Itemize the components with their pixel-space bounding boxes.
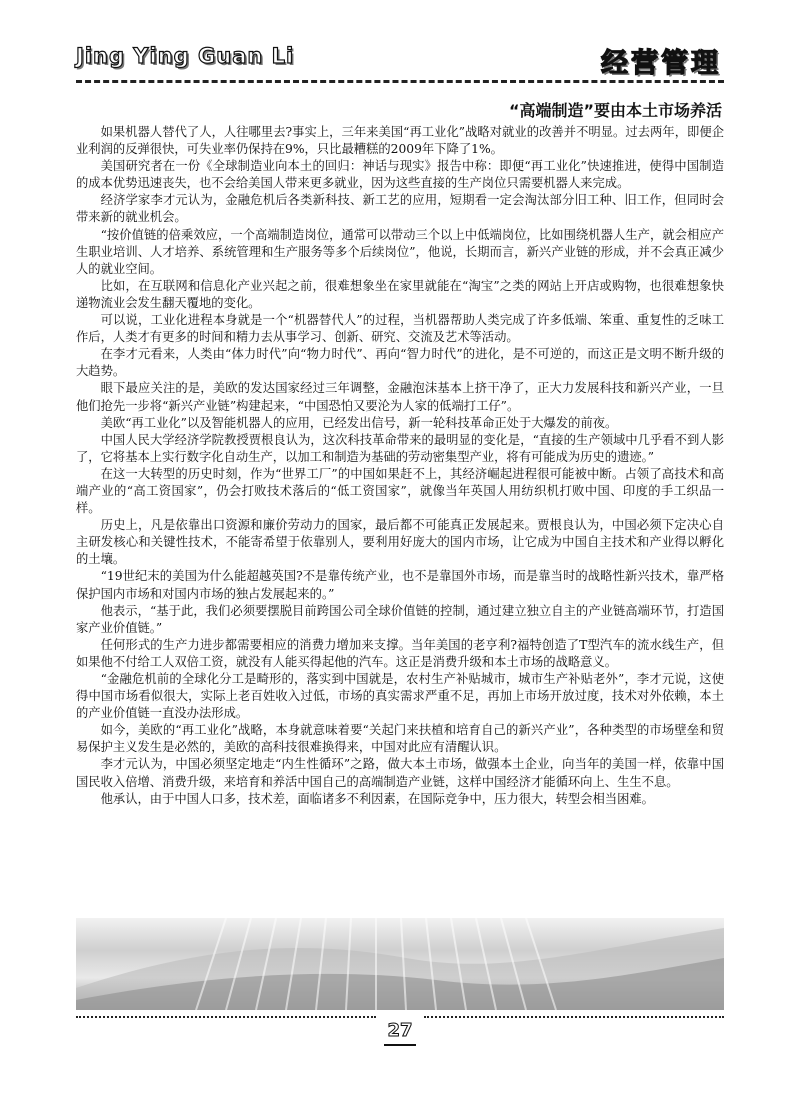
paragraph: 如今，美欧的“再工业化”战略，本身就意味着要“关起门来扶植和培育自己的新兴产业”，各种类型的市场壁垒和贸易保护主义发生是必然的，美欧的高科技很难换得来，中国对此应有清醒认识。 (76, 723, 724, 755)
paragraph: 在李才元看来，人类由“体力时代”向“物力时代”、再向“智力时代”的进化，是不可逆的，而这正是文明不断升级的大趋势。 (76, 347, 724, 379)
paragraph: 李才元认为，中国必须坚定地走“内生性循环”之路，做大本土市场，做强本土企业，向当年的美国一样，依靠中国国民收入倍增、消费升级，来培育和养活中国自己的高端制造产业链，这样中国经济才能循环向上、生生不息。 (76, 757, 724, 789)
masthead-section-title: 经营管理 (601, 48, 721, 79)
article-body (76, 124, 724, 808)
paragraph: 可以说，工业化进程本身就是一个“机器替代人”的过程，当机器帮助人类完成了许多低端、笨重、重复性的乏味工作后，人类才有更多的时间和精力去从事学习、创新、研究、交流及艺术等活动。 (76, 313, 724, 345)
paragraph: 在这一大转型的历史时刻，作为“世界工厂”的中国如果赶不上，其经济崛起进程很可能被中断。占领了高技术和高端产业的“高工资国家”，仍会打败技术落后的“低工资国家”，就像当年英国人用纺织机打败中国、印度的手工织品一样。 (76, 466, 724, 516)
paragraph: 他表示，“基于此，我们必须要摆脱目前跨国公司全球价值链的控制，通过建立独立自主的产业链高端环节，打造国家产业价值链。” (76, 603, 724, 635)
header-rule (76, 80, 724, 83)
paragraph: 眼下最应关注的是，美欧的发达国家经过三年调整，金融泡沫基本上挤干净了，正大力发展科技和新兴产业，一旦他们抢先一步将“新兴产业链”构建起来，“中国恐怕又要沦为人家的低端打工仔”。 (76, 381, 724, 413)
paragraph: 中国人民大学经济学院教授贾根良认为，这次科技革命带来的最明显的变化是，“直接的生产领域中几乎看不到人影了，它将基本上实行数字化自动生产，以加工和制造为基础的劳动密集型产业，将有可能成为历史的遗迹。” (76, 432, 724, 464)
footer-rule (424, 1016, 724, 1018)
article-title: “高端制造”要由本土市场养活 (508, 101, 722, 120)
page-number: 27 (384, 1020, 416, 1046)
paragraph: “金融危机前的全球化分工是畸形的，落实到中国就是，农村生产补贴城市，城市生产补贴老外”，李才元说，这使得中国市场看似很大，实际上老百姓收入过低，市场的真实需求严重不足，再加上市场开放过度，技术对外依赖，本土的产业价值链一直没办法形成。 (76, 672, 724, 721)
paragraph: 任何形式的生产力进步都需要相应的消费力增加来支撑。当年美国的老亨利?福特创造了T型汽车的流水线生产，但如果他不付给工人双倍工资，就没有人能买得起他的汽车。这正是消费升级和本土市场的战略意义。 (76, 637, 724, 669)
paragraph: “按价值链的倍乘效应，一个高端制造岗位，通常可以带动三个以上中低端岗位，比如围绕机器人生产，就会相应产生职业培训、人才培养、系统管理和生产服务等多个后续岗位”，他说，长期而言，新兴产业链的形成，并不会真正减少人的就业空间。 (76, 227, 724, 276)
masthead-series-title: Jing Ying Guan Li (76, 44, 295, 68)
paragraph: 美欧“再工业化”以及智能机器人的应用，已经发出信号，新一轮科技革命正处于大爆发的前夜。 (100, 415, 618, 430)
paragraph: 美国研究者在一份《全球制造业向本土的回归：神话与现实》报告中称：即便“再工业化”快速推进，使得中国制造的成本优势迅速丧失，也不会给美国人带来更多就业，因为这些直接的生产岗位只需要机器人来完成。 (76, 159, 724, 191)
paragraph: 如果机器人替代了人，人往哪里去?事实上，三年来美国“再工业化”战略对就业的改善并不明显。过去两年，即便企业利润的反弹很快，可失业率仍保持在9%，只比最糟糕的2009年下降了1%。 (76, 125, 724, 157)
footer-decorative-banner (76, 918, 724, 1010)
paragraph: “19世纪末的美国为什么能超越英国?不是靠传统产业，也不是靠国外市场，而是靠当时的战略性新兴技术，靠严格保护国内市场和对国内市场的独占发展起来的。” (76, 569, 724, 601)
paragraph: 比如，在互联网和信息化产业兴起之前，很难想象坐在家里就能在“淘宝”之类的网站上开店或购物，也很难想象快递物流业会发生翻天覆地的变化。 (76, 278, 724, 310)
footer-rule (76, 1016, 376, 1018)
paragraph: 他承认，由于中国人口多，技术差，面临诸多不利因素，在国际竞争中，压力很大，转型会相当困难。 (100, 791, 654, 806)
paragraph: 历史上，凡是依靠出口资源和廉价劳动力的国家，最后都不可能真正发展起来。贾根良认为，中国必须下定决心自主研发核心和关键性技术，不能寄希望于依靠别人，要利用好庞大的国内市场，让它成为中国自主技术和产业得以孵化的土壤。 (76, 518, 724, 567)
paragraph: 经济学家李才元认为，金融危机后各类新科技、新工艺的应用，短期看一定会淘汰部分旧工种、旧工作，但同时会带来新的就业机会。 (76, 193, 724, 225)
